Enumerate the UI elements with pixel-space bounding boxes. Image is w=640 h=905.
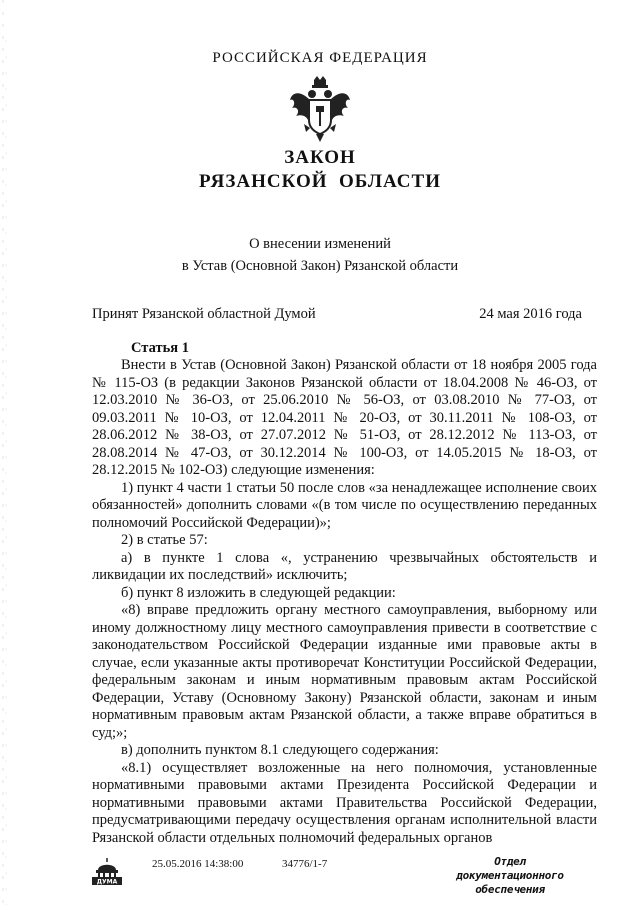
department-line2: обеспечения	[475, 883, 545, 896]
article-title: Статья 1	[131, 340, 189, 356]
footer-document-code: 34776/1-7	[282, 858, 328, 870]
adoption-line	[92, 306, 582, 323]
department-line1: Отдел документационного	[456, 855, 564, 882]
article-body	[92, 357, 597, 847]
law-title	[0, 146, 640, 194]
adopting-body: Принят Рязанской областной Думой	[92, 306, 316, 322]
paragraph: а) в пункте 1 слова «, устранению чрезвычайных обстоятельств и ликвидации их последствий» исключить;	[92, 549, 597, 583]
duma-logo-text: ДУМА	[96, 878, 118, 886]
country-heading: РОССИЙСКАЯ ФЕДЕРАЦИЯ	[212, 50, 428, 66]
paragraph: б) пункт 8 изложить в следующей редакции:	[121, 584, 396, 601]
scan-edge-marks	[0, 0, 10, 905]
duma-logo-icon	[90, 856, 124, 886]
subject-line2: в Устав (Основной Закон) Рязанской области	[181, 258, 459, 274]
paragraph: «8) вправе предложить органу местного самоуправления, выборному или иному должностному лицу местного самоуправления привести в соответствие с законодательством Российской Федерации изданные ими правовые акты в случае, если указанные акты противоречат Конституции Российской Федерации, федеральным законам и иным нормативным правовым актам Российской Федерации, Уставу (Основному Закону) Рязанской области, законам и иным нормативным правовым актам Рязанской области, а также вправе обратиться в суд;»;	[92, 602, 597, 741]
subject-line1: О внесении изменений	[249, 236, 391, 252]
footer-department-stamp	[440, 855, 580, 897]
paragraph: Внести в Устав (Основной Закон) Рязанской области от 18 ноября 2005 года № 115-ОЗ (в редакции Законов Рязанской области от 18.04.2008 № 46-ОЗ, от 12.03.2010 № 36-ОЗ, от 25.06.2010 № 56-ОЗ, от 03.08.2010 № 77-ОЗ, от 09.03.2011 № 10-ОЗ, от 12.04.2011 № 20-ОЗ, от 30.11.2011 № 108-ОЗ, от 28.06.2012 № 38-ОЗ, от 27.07.2012 № 51-ОЗ, от 28.12.2012 № 113-ОЗ, от 28.08.2014 № 47-ОЗ, от 30.12.2014 № 100-ОЗ, от 14.05.2015 № 18-ОЗ, от 28.12.2015 № 102-ОЗ) следующие изменения:	[92, 357, 597, 478]
footer-timestamp: 25.05.2016 14:38:00	[152, 858, 244, 870]
coat-of-arms-emblem	[288, 76, 352, 144]
paragraph: 2) в статье 57:	[121, 532, 208, 548]
paragraph: «8.1) осуществляет возложенные на него полномочия, установленные нормативными правовыми актами Президента Российской Федерации и нормативными правовыми актами Правительства Российской Федерации, предусматривающими передачу осуществления органам исполнительной власти Рязанской области отдельных полномочий федеральных органов	[92, 759, 597, 846]
adoption-date: 24 мая 2016 года	[479, 306, 582, 322]
law-subject	[0, 233, 640, 277]
paragraph: в) дополнить пунктом 8.1 следующего содержания:	[121, 742, 439, 758]
law-title-line1: ЗАКОН	[284, 147, 356, 168]
paragraph: 1) пункт 4 части 1 статьи 50 после слов «за ненадлежащее исполнение своих обязанностей» дополнить словами «(в том числе по осуществлению переданных полномочий Российской Федерации)»;	[92, 479, 597, 531]
law-title-line2: РЯЗАНСКОЙ ОБЛАСТИ	[199, 171, 441, 192]
